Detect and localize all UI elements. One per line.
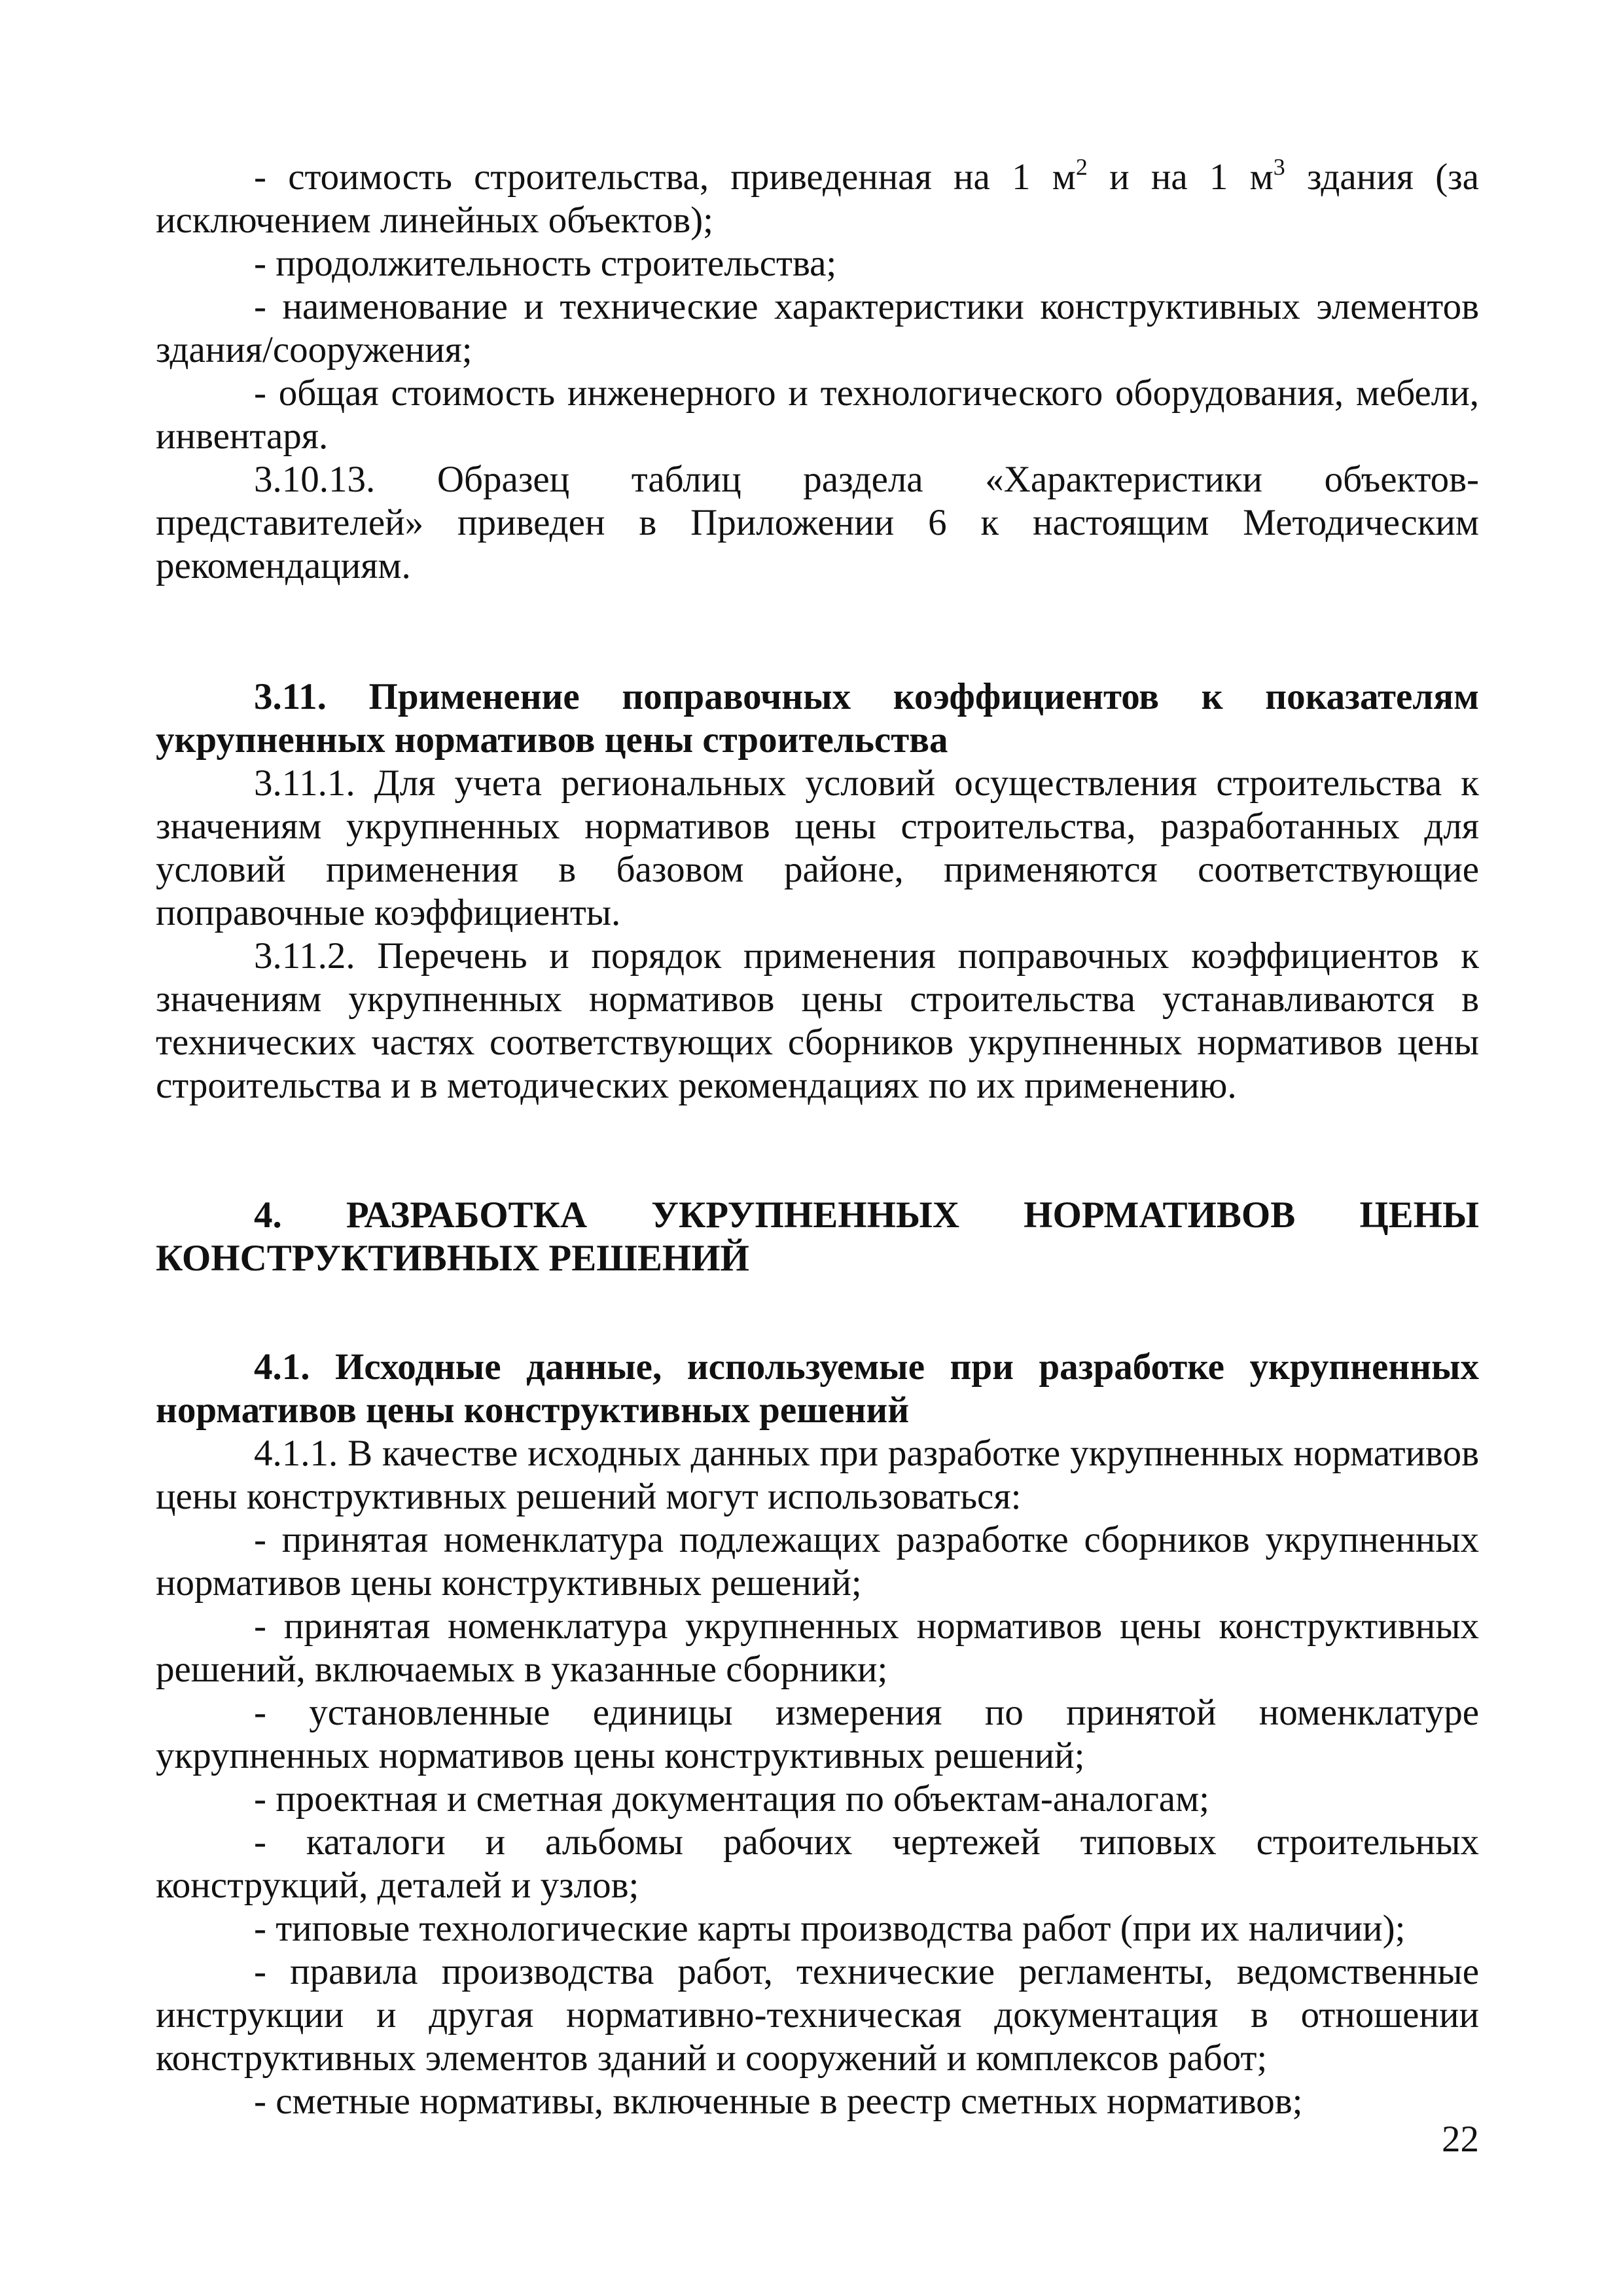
paragraph-3-11-1: 3.11.1. Для учета региональных условий осуществления строительства к значениям укрупненных нормативов цены строительства, разработанных для условий применения в базовом районе, применяются соответствующие поправочные коэффициенты. (156, 762, 1479, 933)
document-page (156, 156, 1479, 2123)
chapter-heading-4: 4. РАЗРАБОТКА УКРУПНЕННЫХ НОРМАТИВОВ ЦЕНЫ КОНСТРУКТИВНЫХ РЕШЕНИЙ (156, 1194, 1479, 1279)
paragraph-cost-per-unit (156, 156, 1479, 242)
list-item: - сметные нормативы, включенные в реестр сметных нормативов; (254, 2081, 1303, 2122)
list-item: - каталоги и альбомы рабочих чертежей типовых строительных конструкций, деталей и узлов; (156, 1821, 1479, 1906)
spacer (156, 588, 1479, 675)
paragraph-duration: - продолжительность строительства; (254, 243, 837, 284)
text-segment: и на 1 м (1087, 156, 1274, 198)
list-item: - типовые технологические карты производства работ (при их наличии); (254, 1908, 1406, 1949)
paragraph-4-1-1: 4.1.1. В качестве исходных данных при разработке укрупненных нормативов цены конструктивных решений могут использоваться: (156, 1433, 1479, 1517)
list-item: - правила производства работ, технические регламенты, ведомственные инструкции и другая нормативно-техническая документация в отношении конструктивных элементов зданий и сооружений и комплексов работ; (156, 1951, 1479, 2079)
superscript-3: 3 (1273, 154, 1285, 180)
text-segment: здания (за исключением линейных объектов); (156, 156, 1479, 241)
list-item: - принятая номенклатура укрупненных нормативов цены конструктивных решений, включаемых в указанные сборники; (156, 1605, 1479, 1690)
spacer (156, 1107, 1479, 1194)
section-heading-4-1: 4.1. Исходные данные, используемые при разработке укрупненных нормативов цены конструктивных решений (156, 1346, 1479, 1431)
text-segment: - стоимость строительства, приведенная на 1 м (254, 156, 1076, 198)
list-item: - проектная и сметная документация по объектам-аналогам; (254, 1778, 1209, 1820)
paragraph-structural-elements: - наименование и технические характеристики конструктивных элементов здания/сооружения; (156, 286, 1479, 370)
page-number: 22 (1442, 2119, 1479, 2160)
paragraph-3-11-2: 3.11.2. Перечень и порядок применения поправочных коэффициентов к значениям укрупненных нормативов цены строительства устанавливаются в технических частях соответствующих сборников укрупненных нормативов цены строительства и в методических рекомендациях по их применению. (156, 935, 1479, 1106)
spacer (156, 1280, 1479, 1346)
section-heading-3-11: 3.11. Применение поправочных коэффициентов к показателям укрупненных нормативов цены строительства (156, 676, 1479, 761)
list-item: - принятая номенклатура подлежащих разработке сборников укрупненных нормативов цены конструктивных решений; (156, 1519, 1479, 1604)
paragraph-3-10-13: 3.10.13. Образец таблиц раздела «Характеристики объектов-представителей» приведен в Приложении 6 к настоящим Методическим рекомендациям. (156, 459, 1479, 586)
superscript-2: 2 (1075, 154, 1088, 180)
list-item: - установленные единицы измерения по принятой номенклатуре укрупненных нормативов цены конструктивных решений; (156, 1692, 1479, 1776)
paragraph-equipment-cost: - общая стоимость инженерного и технологического оборудования, мебели, инвентаря. (156, 372, 1479, 457)
